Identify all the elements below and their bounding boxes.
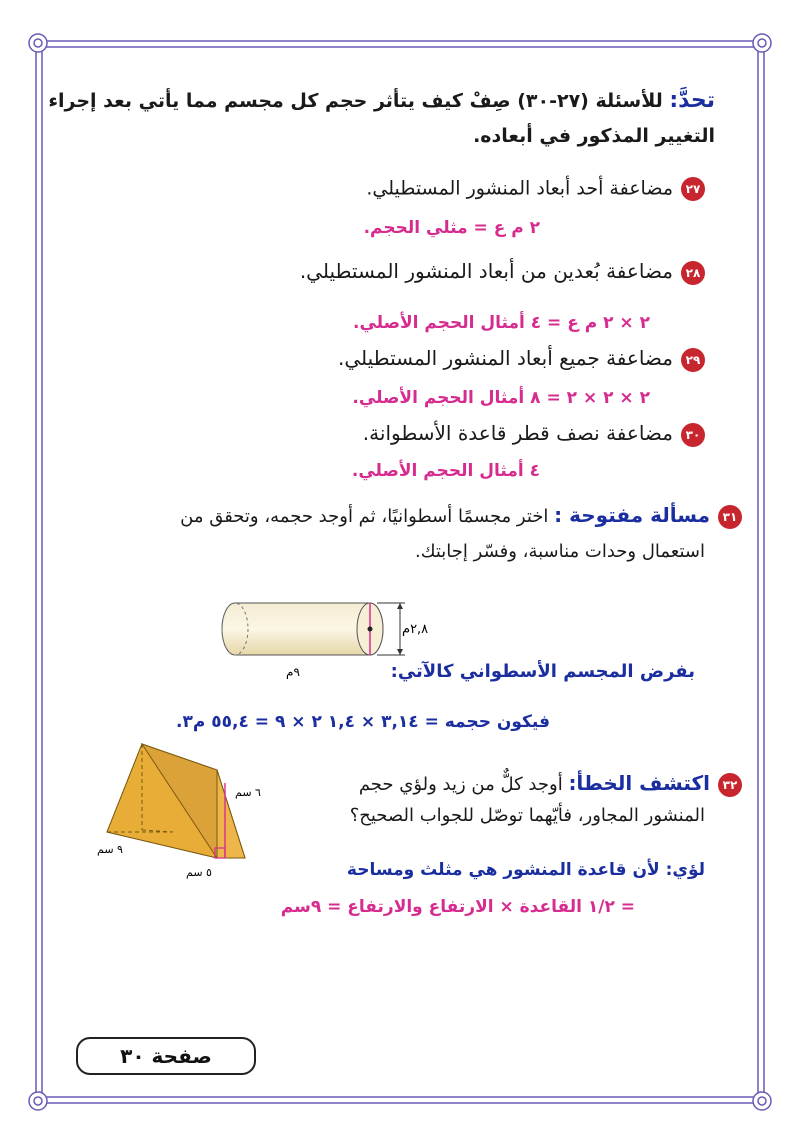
answer-29: ٢ × ٢ × ٢ = ٨ أمثال الحجم الأصلي. <box>352 388 650 408</box>
question-text: مضاعفة جميع أبعاد المنشور المستطيلي. <box>338 346 673 370</box>
question-31-line-2: استعمال وحدات مناسبة، وفسّر إجابتك. <box>414 541 705 562</box>
q31-volume: فيكون حجمه = ٣,١٤ × ١,٤ ٢ × ٩ = ٥٥,٤ م٣. <box>176 712 550 732</box>
question-number-badge: ٣٢ <box>718 773 742 797</box>
question-text: مضاعفة أحد أبعاد المنشور المستطيلي. <box>366 177 673 200</box>
prism-length-label: ٩ سم <box>97 843 123 856</box>
q32-answer-line-1: لؤي: لأن قاعدة المنشور هي مثلث ومساحة <box>346 860 705 880</box>
question-text: مضاعفة نصف قطر قاعدة الأسطوانة. <box>362 421 673 445</box>
prism-base-label: ٥ سم <box>186 866 212 879</box>
question-text: مضاعفة بُعدين من أبعاد المنشور المستطيلي. <box>299 259 673 283</box>
answer-28: ٢ × ٢ م ع = ٤ أمثال الحجم الأصلي. <box>352 313 650 333</box>
question-number-badge: ٢٨ <box>681 261 705 285</box>
question-32-text: أوجد كلٌّ من زيد ولؤي حجم <box>358 774 563 795</box>
question-number-badge: ٢٧ <box>681 177 705 201</box>
cylinder-radius-label: ٢,٨م <box>402 622 429 637</box>
question-31-text: اختر مجسمًا أسطوانيًا، ثم أوجد حجمه، وتحقق من <box>180 506 549 527</box>
question-32 <box>359 771 742 797</box>
cylinder-length-label: ٩م <box>286 665 300 679</box>
question-number-badge: ٣١ <box>718 505 742 529</box>
question-number-badge: ٢٩ <box>681 348 705 372</box>
question-32-line-2: المنشور المجاور، فأيّهما توصّل للجواب الصحيح؟ <box>349 805 705 826</box>
challenge-title: تحدَّ: <box>669 88 715 113</box>
question-27 <box>366 177 705 201</box>
q32-answer-line-2: = ١/٢ القاعدة × الارتفاع والارتفاع = ٩سم <box>280 897 635 917</box>
question-31-title: مسألة مفتوحة : <box>554 503 710 527</box>
q31-assumption: بفرض المجسم الأسطواني كالآتي: <box>390 661 695 682</box>
challenge-line-1 <box>48 88 715 113</box>
question-31 <box>180 503 742 529</box>
answer-27: ٢ م ع = مثلي الحجم. <box>363 218 540 238</box>
challenge-line-2: التغيير المذكور في أبعاده. <box>473 125 715 147</box>
answer-30: ٤ أمثال الحجم الأصلي. <box>351 461 540 481</box>
question-number-badge: ٣٠ <box>681 423 705 447</box>
prism-height-label: ٦ سم <box>235 786 261 799</box>
question-29 <box>338 346 705 372</box>
question-32-title: اكتشف الخطأ: <box>568 771 710 795</box>
question-30 <box>363 421 705 447</box>
challenge-text: للأسئلة (٢٧-٣٠) صِفْ كيف يتأثر حجم كل مجسم مما يأتي بعد إجراء <box>48 90 663 112</box>
page-number: صفحة ٣٠ <box>76 1037 256 1075</box>
question-28 <box>300 259 705 285</box>
